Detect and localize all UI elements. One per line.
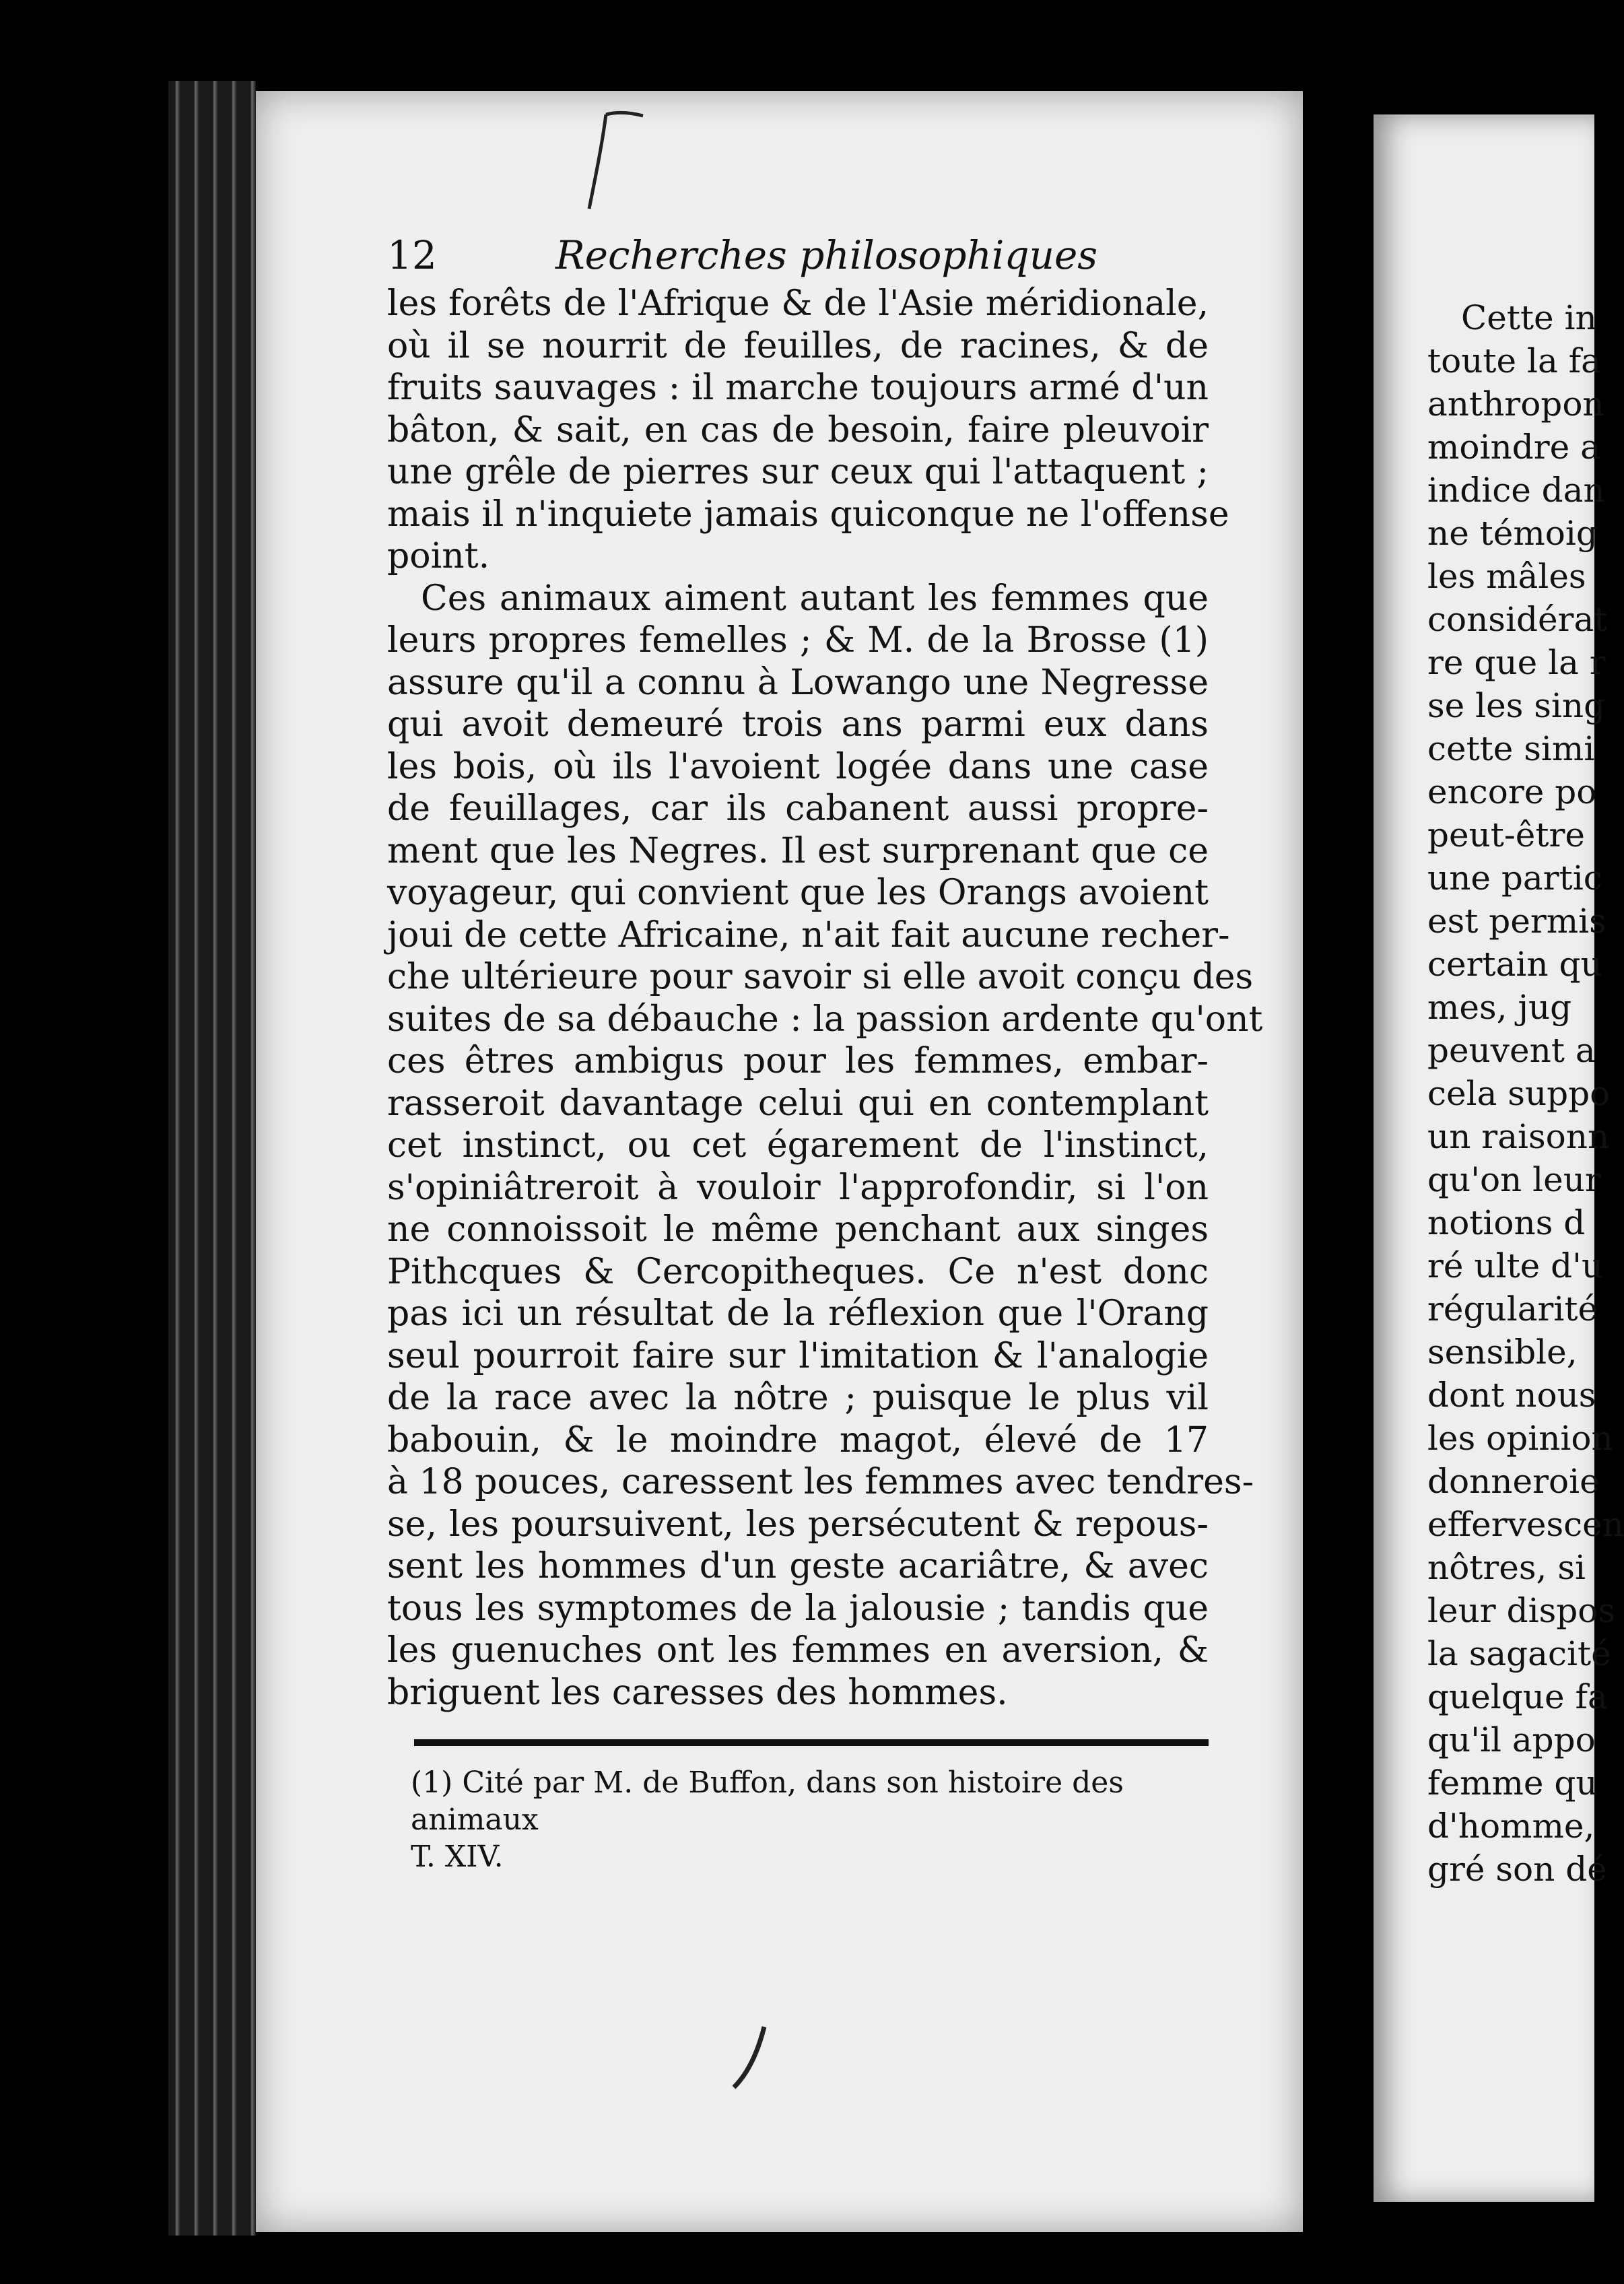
text-line: ces êtres ambigus pour les femmes, embar- [387,1041,1209,1081]
right-text-line: gré son dé [1427,1850,1607,1889]
text-line: Pithcques & Cercopitheques. Ce n'est donc [387,1251,1209,1292]
right-text-line: d'homme, [1427,1807,1595,1846]
text-line: seul pourroit faire sur l'imitation & l'analogie [387,1335,1209,1376]
right-text-line: peut-être [1427,815,1585,854]
right-text-line: mes, jug [1427,988,1572,1027]
text-line: les guenuches ont les femmes en aversion, & [387,1630,1209,1671]
running-title: Recherches philosophiques [555,232,1098,278]
right-text-line: dont nous [1427,1376,1596,1415]
right-text-line: cela suppo [1427,1074,1611,1113]
text-line: de la race avec la nôtre ; puisque le plus vil [387,1378,1209,1418]
right-text-line: la sagacité [1427,1634,1611,1673]
right-text-line: quelque fa [1427,1677,1608,1716]
right-text-line: anthropon [1427,384,1604,424]
text-line: che ultérieure pour savoir si elle avoit conçu des [387,957,1254,997]
right-text-line: moindre a [1427,428,1600,467]
text-line: assure qu'il a connu à Lowango une Negresse [387,662,1209,703]
right-text-line: régularité [1427,1289,1598,1329]
text-line: cet instinct, ou cet égarement de l'instinct, [387,1125,1209,1166]
body-text [387,283,1263,1714]
text-line: à 18 pouces, caressent les femmes avec tendres- [387,1462,1254,1502]
text-line: sent les hommes d'un geste acariâtre, & avec [387,1546,1209,1586]
text-line: Ces animaux aiment autant les femmes que [421,578,1209,619]
text-line: bâton, & sait, en cas de besoin, faire pleuvoir [387,409,1209,450]
text-line: qui avoit demeuré trois ans parmi eux dans [387,704,1209,745]
text-line: se, les poursuivent, les persécutent & repous- [387,1504,1209,1545]
text-line: briguent les caresses des hommes. [387,1672,1008,1713]
footnote-rule [414,1739,1209,1746]
right-text-line: femme qu [1427,1764,1598,1803]
right-text-line: un raisonn [1427,1117,1610,1156]
text-line: les bois, où ils l'avoient logée dans une case [387,746,1209,787]
text-line: leurs propres femelles ; & M. de la Brosse (1) [387,620,1209,661]
page-number: 12 [387,232,437,278]
text-line: joui de cette Africaine, n'ait fait aucune recher- [387,914,1230,955]
right-text-line: ré ulte d'u [1427,1246,1604,1285]
text-line: fruits sauvages : il marche toujours armé d'un [387,368,1209,408]
right-text-line: encore po [1427,772,1597,811]
pencil-mark-top [566,108,646,215]
right-text-line: peuvent a [1427,1031,1596,1070]
text-line: de feuillages, car ils cabanent aussi propre- [387,788,1209,829]
right-text-line: est permis [1427,902,1606,941]
right-text-line: se les sing [1427,686,1606,725]
text-line: pas ici un résultat de la réflexion que l'Orang [387,1294,1209,1334]
right-text-line: Cette in [1461,298,1597,337]
text-line: voyageur, qui convient que les Orangs avoient [387,873,1209,913]
footnote [411,1764,1219,1875]
footnote-line: T. XIV. [411,1840,504,1874]
right-text-line: toute la fa [1427,341,1601,380]
right-text-line: effervescen [1427,1505,1624,1544]
text-line: mais il n'inquiete jamais quiconque ne l'offense [387,494,1229,535]
text-line: rasseroit davantage celui qui en contemplant [387,1083,1209,1124]
right-text-line: nôtres, si [1427,1548,1586,1587]
right-text-line: re que la r [1427,643,1606,682]
text-line: tous les symptomes de la jalousie ; tandis que [387,1588,1209,1629]
pencil-mark-bottom [727,2020,781,2094]
right-text-line: certain qu [1427,945,1602,984]
right-page [1374,114,1624,2202]
text-line: ment que les Negres. Il est surprenant que ce [387,830,1209,871]
text-line: les forêts de l'Afrique & de l'Asie méridionale, [387,283,1209,324]
right-text-line: cette simi [1427,729,1595,768]
right-text-line: une partic [1427,859,1602,898]
right-text-line: ne témoig [1427,514,1598,553]
footnote-line: (1) Cité par M. de Buffon, dans son histoire des animaux [411,1766,1124,1837]
right-text-line: les mâles [1427,557,1586,596]
text-line: point. [387,536,490,576]
text-line: s'opiniâtreroit à vouloir l'approfondir, si l'on [387,1167,1209,1208]
right-page-text [1427,296,1624,1891]
right-text-line: indice dan [1427,471,1605,510]
right-text-line: qu'il appo [1427,1720,1596,1759]
text-line: où il se nourrit de feuilles, de racines, & de [387,325,1209,366]
right-text-line: les opinion [1427,1419,1613,1458]
right-text-line: qu'on leur [1427,1160,1601,1199]
right-text-line: donneroie [1427,1462,1600,1501]
right-text-line: notions d [1427,1203,1586,1242]
right-text-line: leur dispos [1427,1591,1616,1630]
right-text-line: considérat [1427,600,1608,639]
text-line: une grêle de pierres sur ceux qui l'attaquent ; [387,452,1209,492]
text-line: suites de sa débauche : la passion ardente qu'ont [387,999,1263,1040]
right-text-line: sensible, [1427,1333,1578,1372]
text-line: ne connoissoit le même penchant aux singes [387,1209,1209,1250]
text-line: babouin, & le moindre magot, élevé de 17 [387,1419,1209,1460]
book-gutter [168,81,256,2236]
